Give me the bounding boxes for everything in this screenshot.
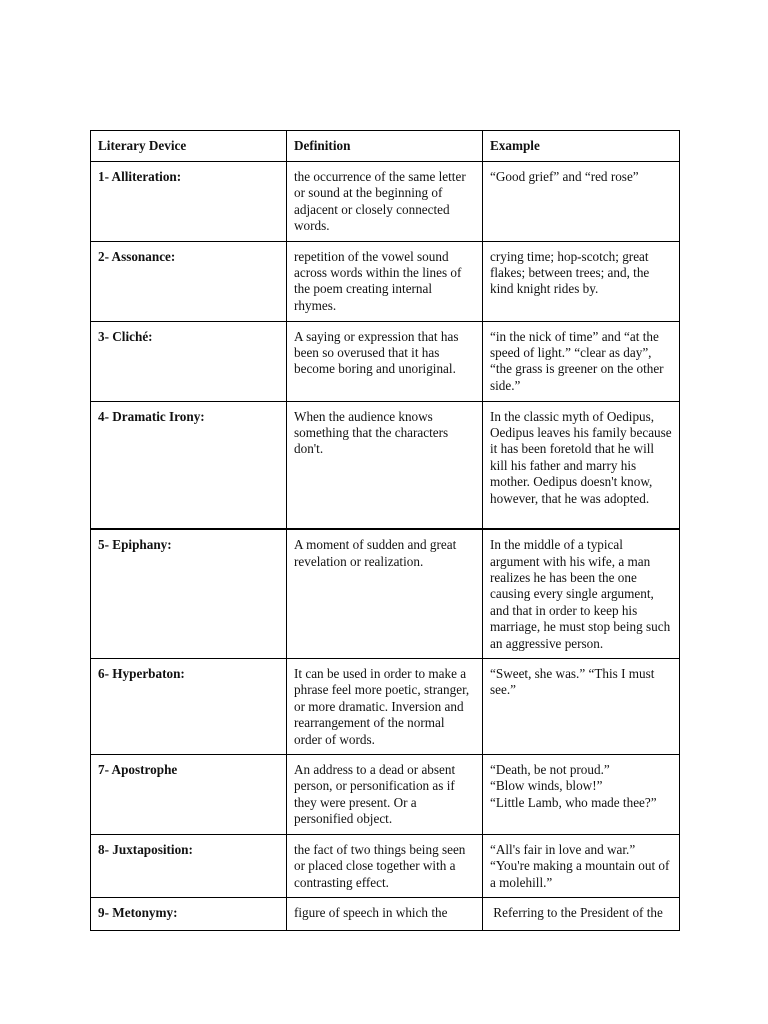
device-example — [483, 321, 680, 401]
example-line: “Sweet, she was.” “This I must see.” — [490, 665, 655, 698]
table-row — [91, 755, 680, 835]
example-line: “Good grief” and “red rose” — [490, 169, 639, 184]
table-row — [91, 241, 680, 321]
example-line: “Death, be not proud.” — [490, 762, 610, 777]
device-definition: repetition of the vowel sound across words within the lines of the poem creating internal rhymes. — [287, 241, 483, 321]
device-term: 5- Epiphany: — [91, 529, 287, 658]
device-term: 4- Dramatic Irony: — [91, 401, 287, 529]
device-example — [483, 401, 680, 529]
device-term: 6- Hyperbaton: — [91, 658, 287, 754]
example-line: “Little Lamb, who made thee?” — [490, 794, 657, 810]
table-row — [91, 321, 680, 401]
header-literary-device: Literary Device — [91, 131, 287, 162]
example-line: In the middle of a typical argument with his wife, a man realizes he has been the one causing every single argument, and that in order to keep his marriage, he must stop being such an aggressive person. — [490, 537, 671, 651]
example-line: “You're making a mountain out of a molehill.” — [490, 858, 670, 890]
device-term: 9- Metonymy: — [91, 898, 287, 931]
example-line: In the classic myth of Oedipus, Oedipus leaves his family because it has been foretold that he will kill his father and marry his mother. Oedipus doesn't know, however, that he was adopted. — [490, 408, 672, 506]
device-definition: figure of speech in which the — [287, 898, 483, 931]
device-example — [483, 658, 680, 754]
device-definition: An address to a dead or absent person, or personification as if they were present. Or a personified object. — [287, 755, 483, 835]
table-row — [91, 658, 680, 754]
example-line: “Blow winds, blow!” — [490, 778, 603, 794]
device-term: 8- Juxtaposition: — [91, 835, 287, 898]
device-term: 2- Assonance: — [91, 241, 287, 321]
table-row — [91, 162, 680, 242]
device-example — [483, 835, 680, 898]
example-line: “All's fair in love and war.” — [490, 842, 636, 857]
example-line: “in the nick of time” and “at the speed of light.” “clear as day”, “the grass is greener on the other side.” — [490, 328, 664, 393]
table-row — [91, 401, 680, 529]
device-definition: A moment of sudden and great revelation or realization. — [287, 529, 483, 658]
header-example: Example — [483, 131, 680, 162]
table-row — [91, 835, 680, 898]
device-term: 7- Apostrophe — [91, 755, 287, 835]
device-example — [483, 529, 680, 658]
device-definition: A saying or expression that has been so overused that it has become boring and unoriginal. — [287, 321, 483, 401]
device-definition: the occurrence of the same letter or sound at the beginning of adjacent or closely connected words. — [287, 162, 483, 242]
device-definition: the fact of two things being seen or placed close together with a contrasting effect. — [287, 835, 483, 898]
example-line: Referring to the President of the — [490, 905, 663, 921]
table-row — [91, 898, 680, 931]
literary-devices-table — [90, 130, 680, 931]
literary-devices-table-container — [90, 130, 679, 931]
header-row — [91, 131, 680, 162]
header-definition: Definition — [287, 131, 483, 162]
device-term: 3- Cliché: — [91, 321, 287, 401]
device-example — [483, 898, 680, 931]
device-example — [483, 162, 680, 242]
device-definition: It can be used in order to make a phrase feel more poetic, stranger, or more dramatic. Inversion and rearrangement of the normal order of words. — [287, 658, 483, 754]
example-line: crying time; hop-scotch; great flakes; between trees; and, the kind knight rides by. — [490, 248, 650, 297]
device-example — [483, 241, 680, 321]
device-definition: When the audience knows something that the characters don't. — [287, 401, 483, 529]
device-term: 1- Alliteration: — [91, 162, 287, 242]
device-example — [483, 755, 680, 835]
table-row — [91, 529, 680, 658]
